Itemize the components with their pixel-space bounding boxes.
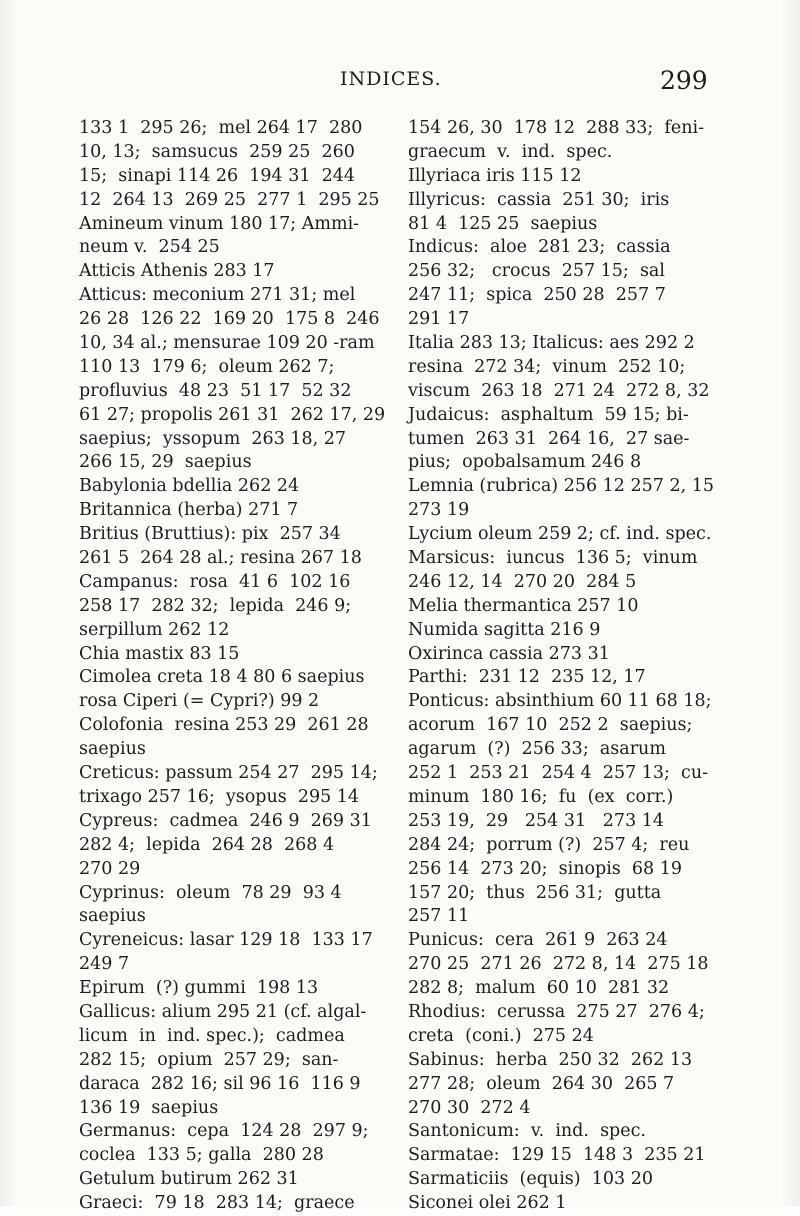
index-line: 258 17 282 32; lepida 246 9; bbox=[79, 595, 352, 616]
index-line: Britannica (herba) 271 7 bbox=[79, 500, 299, 521]
index-line: Atticus: meconium 271 31; mel bbox=[79, 285, 356, 306]
index-line: Sarmaticiis (equis) 103 20 bbox=[408, 1169, 653, 1190]
index-line: 10, 34 al.; mensurae 109 20 -ram bbox=[79, 333, 375, 354]
index-line: Amineum vinum 180 17; Ammi- bbox=[79, 213, 360, 234]
index-line: 15; sinapi 114 26 194 31 244 bbox=[79, 165, 356, 186]
index-line: Colofonia resina 253 29 261 28 bbox=[79, 715, 369, 736]
index-line: agarum (?) 256 33; asarum bbox=[408, 739, 666, 760]
index-line: pius; opobalsamum 246 8 bbox=[408, 452, 642, 473]
index-line: Britius (Bruttius): pix 257 34 bbox=[79, 524, 341, 545]
index-line: Chia mastix 83 15 bbox=[79, 643, 240, 664]
index-line: Gallicus: alium 295 21 (cf. algal- bbox=[79, 1001, 367, 1022]
index-line: viscum 263 18 271 24 272 8, 32 bbox=[408, 380, 710, 401]
index-column-left bbox=[79, 117, 386, 1216]
index-line: daraca 282 16; sil 96 16 116 9 bbox=[79, 1073, 361, 1094]
index-line: saepius bbox=[79, 906, 146, 927]
index-line: 291 17 bbox=[408, 309, 470, 330]
index-line: 270 30 272 4 bbox=[408, 1097, 531, 1118]
index-line: 256 14 273 20; sinopis 68 19 bbox=[408, 858, 683, 879]
index-line: 26 28 126 22 169 20 175 8 246 bbox=[79, 309, 380, 330]
index-line: 257 11 bbox=[408, 906, 470, 927]
index-line: 133 1 295 26; mel 264 17 280 bbox=[79, 118, 363, 138]
index-line: 110 13 179 6; oleum 262 7; bbox=[79, 356, 335, 377]
index-line: 277 28; oleum 264 30 265 7 bbox=[408, 1073, 675, 1094]
index-line: 154 26, 30 178 12 288 33; feni- bbox=[408, 118, 704, 138]
index-line: 282 4; lepida 264 28 268 4 bbox=[79, 834, 335, 855]
index-line: Germanus: cepa 124 28 297 9; bbox=[79, 1121, 369, 1142]
index-line: 246 12, 14 270 20 284 5 bbox=[408, 571, 637, 592]
index-line: neum v. 254 25 bbox=[79, 237, 220, 258]
index-line: serpillum 262 12 bbox=[79, 619, 230, 640]
index-line: tumen 263 31 264 16, 27 sae- bbox=[408, 428, 690, 449]
index-line: Babylonia bdellia 262 24 bbox=[79, 476, 300, 497]
index-line: Numida sagitta 216 9 bbox=[408, 619, 601, 640]
index-line: Sarmatae: 129 15 148 3 235 21 bbox=[408, 1145, 706, 1166]
index-line: Parthi: 231 12 235 12, 17 bbox=[408, 667, 646, 688]
index-line: saepius; yssopum 263 18, 27 bbox=[79, 428, 347, 449]
index-line: minum 180 16; fu (ex corr.) bbox=[408, 786, 674, 807]
index-line: licum in ind. spec.); cadmea bbox=[79, 1025, 345, 1046]
index-line: 261 5 264 28 al.; resina 267 18 bbox=[79, 548, 362, 569]
index-line: Indicus: aloe 281 23; cassia bbox=[408, 237, 671, 258]
index-line: saepius bbox=[79, 739, 146, 760]
index-line: Lycium oleum 259 2; cf. ind. spec. bbox=[408, 524, 712, 545]
index-line: 10, 13; samsucus 259 25 260 bbox=[79, 141, 355, 162]
index-line: Melia thermantica 257 10 bbox=[408, 595, 639, 616]
index-line: 256 32; crocus 257 15; sal bbox=[408, 261, 665, 282]
index-line: 270 29 bbox=[79, 858, 141, 879]
index-line: Italia 283 13; Italicus: aes 292 2 bbox=[408, 333, 695, 354]
index-line: 157 20; thus 256 31; gutta bbox=[408, 882, 662, 903]
index-line: Santonicum: v. ind. spec. bbox=[408, 1121, 646, 1142]
index-line: 266 15, 29 saepius bbox=[79, 452, 252, 473]
index-line: profluvius 48 23 51 17 52 32 bbox=[79, 380, 352, 401]
index-line: 247 11; spica 250 28 257 7 bbox=[408, 285, 666, 306]
index-line: Cyreneicus: lasar 129 18 133 17 bbox=[79, 930, 373, 951]
index-line: Marsicus: iuncus 136 5; vinum bbox=[408, 548, 698, 569]
index-line: resina 272 34; vinum 252 10; bbox=[408, 356, 686, 377]
index-line: Illyricus: cassia 251 30; iris bbox=[408, 189, 670, 210]
index-line: coclea 133 5; galla 280 28 bbox=[79, 1145, 324, 1166]
index-line: Sabinus: herba 250 32 262 13 bbox=[408, 1049, 693, 1070]
index-line: 253 19, 29 254 31 273 14 bbox=[408, 810, 665, 831]
index-line: creta (coni.) 275 24 bbox=[408, 1025, 594, 1046]
index-line: 12 264 13 269 25 277 1 295 25 bbox=[79, 189, 380, 210]
index-line: trixago 257 16; ysopus 295 14 bbox=[79, 786, 360, 807]
index-line: 249 7 bbox=[79, 954, 130, 975]
index-line: graecum v. ind. spec. bbox=[408, 141, 613, 162]
index-line: 81 4 125 25 saepius bbox=[408, 213, 598, 234]
index-line: Lemnia (rubrica) 256 12 257 2, 15 bbox=[408, 476, 714, 497]
page-number: 299 bbox=[660, 66, 708, 95]
index-line: Campanus: rosa 41 6 102 16 bbox=[79, 571, 351, 592]
index-line: 282 8; malum 60 10 281 32 bbox=[408, 978, 670, 999]
index-line: Punicus: cera 261 9 263 24 bbox=[408, 930, 668, 951]
index-line: Rhodius: cerussa 275 27 276 4; bbox=[408, 1001, 705, 1022]
index-line: Judaicus: asphaltum 59 15; bi- bbox=[408, 404, 689, 425]
index-line: Atticis Athenis 283 17 bbox=[79, 261, 275, 282]
index-line: Cyprinus: oleum 78 29 93 4 bbox=[79, 882, 342, 903]
index-line: Siconei olei 262 1 bbox=[408, 1193, 567, 1214]
running-title: INDICES. bbox=[340, 68, 442, 90]
index-line: Cimolea creta 18 4 80 6 saepius bbox=[79, 667, 365, 688]
index-line: Graeci: 79 18 283 14; graece bbox=[79, 1193, 355, 1214]
index-line: 136 19 saepius bbox=[79, 1097, 219, 1118]
index-line: Creticus: passum 254 27 295 14; bbox=[79, 763, 378, 784]
index-line: Getulum butirum 262 31 bbox=[79, 1169, 299, 1190]
index-line: 252 1 253 21 254 4 257 13; cu- bbox=[408, 763, 709, 784]
index-line: 273 19 bbox=[408, 500, 470, 521]
index-line: Ponticus: absinthium 60 11 68 18; bbox=[408, 691, 712, 712]
index-line: Cypreus: cadmea 246 9 269 31 bbox=[79, 810, 372, 831]
index-line: 282 15; opium 257 29; san- bbox=[79, 1049, 339, 1070]
index-line: 270 25 271 26 272 8, 14 275 18 bbox=[408, 954, 709, 975]
index-line: Illyriaca iris 115 12 bbox=[408, 165, 582, 186]
index-column-right bbox=[408, 117, 714, 1216]
index-line: 284 24; porrum (?) 257 4; reu bbox=[408, 834, 690, 855]
index-line: acorum 167 10 252 2 saepius; bbox=[408, 715, 693, 736]
index-line: rosa Ciperi (= Cypri?) 99 2 bbox=[79, 691, 320, 712]
index-line: Epirum (?) gummi 198 13 bbox=[79, 978, 319, 999]
index-line: Oxirinca cassia 273 31 bbox=[408, 643, 610, 664]
index-line: 61 27; propolis 261 31 262 17, 29 bbox=[79, 404, 386, 425]
